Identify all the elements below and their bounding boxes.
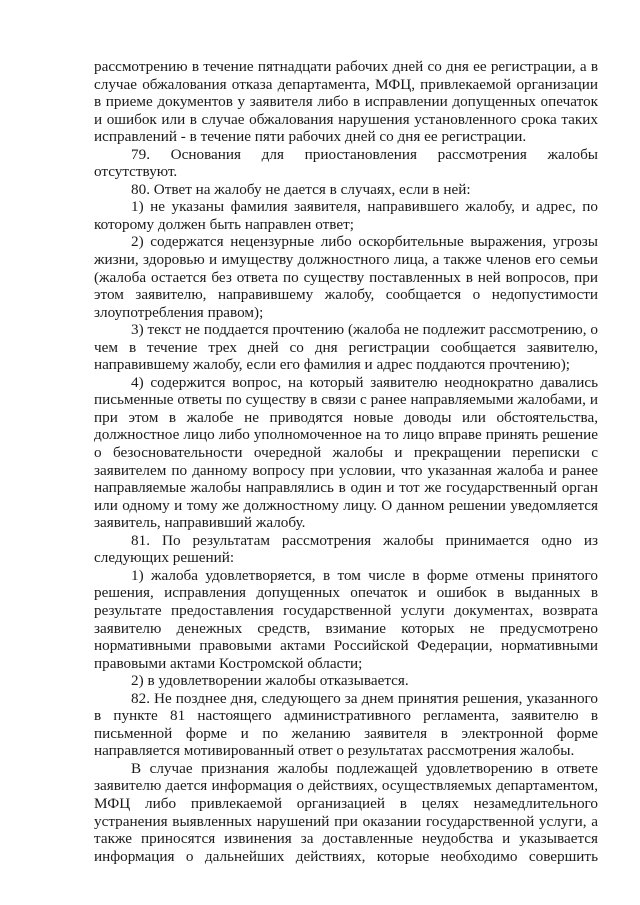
paragraph-80-item-3: 3) текст не поддается прочтению (жалоба не подлежит рассмотрению, о чем в течение трех дней со дня регистрации сообщается заявителю, направившему жалобу, если его фамилия и адрес поддаются прочтению); <box>94 321 598 374</box>
paragraph-80-item-1: 1) не указаны фамилия заявителя, направившего жалобу, и адрес, по которому должен быть направлен ответ; <box>94 198 598 233</box>
paragraph-80: 80. Ответ на жалобу не дается в случаях, если в ней: <box>131 180 471 198</box>
paragraph-81-item-1: 1) жалоба удовлетворяется, в том числе в форме отмены принятого решения, исправления допущенных опечаток и ошибок в выданных в результате предоставления государственной услуги документах, возврата заявителю денежных средств, взимание которых не предусмотрено нормативными правовыми актами Российской Федерации, нормативными правовыми актами Костромской области; <box>94 566 598 672</box>
paragraph-80-item-2: 2) содержатся нецензурные либо оскорбительные выражения, угрозы жизни, здоровью и имуществу должностного лица, а также членов его семьи (жалоба остается без ответа по существу поставленных в ней вопросов, при этом заявителю, направившему жалобу, сообщается о недопустимости злоупотребления правом); <box>94 233 598 321</box>
paragraph-80-item-4: 4) содержится вопрос, на который заявителю неоднократно давались письменные ответы по существу в связи с ранее направляемыми жалобами, и при этом в жалобе не приводятся новые доводы или обстоятельства, должностное лицо либо уполномоченное на то лицо вправе принять решение о безосновательности очередной жалобы и прекращении переписки с заявителем по данному вопросу при условии, что указанная жалоба и ранее направляемые жалобы направлялись в один и тот же государственный орган или одному и тому же должностному лицу. О данном решении уведомляется заявитель, направивший жалобу. <box>94 373 598 532</box>
paragraph-82: 82. Не позднее дня, следующего за днем принятия решения, указанного в пункте 81 настоящего административного регламента, заявителю в письменной форме и по желанию заявителя в электронной форме направляется мотивированный ответ о результатах рассмотрения жалобы. <box>94 689 598 760</box>
paragraph-79: 79. Основания для приостановления рассмотрения жалобы отсутствуют. <box>94 145 598 181</box>
paragraph-81-item-2: 2) в удовлетворении жалобы отказывается. <box>131 672 409 690</box>
paragraph-81: 81. По результатам рассмотрения жалобы принимается одно из следующих решений: <box>94 531 598 567</box>
paragraph-continuation: рассмотрению в течение пятнадцати рабочих дней со дня ее регистрации, а в случае обжалования отказа департамента, МФЦ, привлекаемой организации в приеме документов у заявителя либо в исправлении допущенных опечаток и ошибок или в случае обжалования нарушения установленного срока таких исправлений - в течение пяти рабочих дней со дня ее регистрации. <box>94 58 598 146</box>
paragraph-82-continued: В случае признания жалобы подлежащей удовлетворению в ответе заявителю дается информация о действиях, осуществляемых департаментом, МФЦ либо привлекаемой организацией в целях незамедлительного устранения выявленных нарушений при оказании государственной услуги, а также приносятся извинения за доставленные неудобства и указывается информация о дальнейших действиях, которые необходимо совершить <box>94 759 598 865</box>
document-body <box>94 58 598 865</box>
